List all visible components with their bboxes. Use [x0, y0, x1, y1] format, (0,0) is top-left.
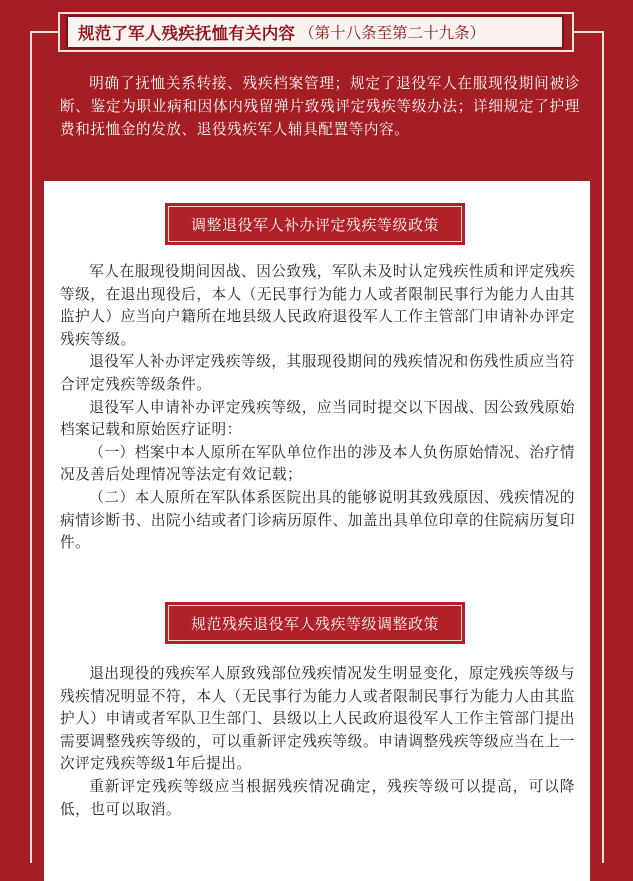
section-1-heading: [165, 203, 465, 245]
section-1-paragraph: （一）档案中本人原所在军队单位作出的涉及本人负伤原始情况、治疗情况及善后处理情况等法定有效记载；: [60, 443, 575, 484]
section-1-paragraph: （二）本人原所在军队体系医院出具的能够说明其致残原因、残疾情况的病情诊断书、出院小结或者门诊病历原件、加盖出具单位印章的住院病历复印件。: [60, 488, 575, 552]
section-1-paragraph: 退役军人补办评定残疾等级，其服现役期间的残疾情况和伤残性质应当符合评定残疾等级条件。: [60, 353, 575, 393]
title-main-text: 规范了军人残疾抚恤有关内容: [78, 24, 296, 43]
intro-paragraph: 明确了抚恤关系转接、残疾档案管理；规定了退役军人在服现役期间被诊断、鉴定为职业病和因体内残留弹片致残评定残疾等级办法；详细规定了护理费和抚恤金的发放、退役残疾军人辅具配置等内容。: [60, 75, 580, 138]
section-2-heading: [165, 602, 465, 644]
header-rule-right: [574, 31, 604, 33]
section-2-title: 规范残疾退役军人残疾等级调整政策: [168, 605, 462, 641]
section-2-paragraph: 退出现役的残疾军人原致残部位残疾情况发生明显变化，原定残疾等级与残疾情况明显不符，本人（无民事行为能力人或者限制民事行为能力人由其监护人）申请或者军队卫生部门、县级以上人民政府退役军人工作主管部门提出需要调整残疾等级的，可以重新评定残疾等级。申请调整残疾等级应当在上一次评定残疾等级1年后提出。: [60, 665, 575, 773]
header-rule-left: [30, 31, 58, 33]
section-2-body: [60, 663, 575, 821]
section-2-paragraph: 重新评定残疾等级应当根据残疾情况确定，残疾等级可以提高，可以降低，也可以取消。: [60, 777, 575, 818]
section-1-paragraph: 军人在服现役期间因战、因公致残，军队未及时认定残疾性质和评定残疾等级，在退出现役后，本人（无民事行为能力人或者限制民事行为能力人由其监护人）应当向户籍所在地县级人民政府退役军人工作主管部门申请补办评定残疾等级。: [60, 263, 575, 348]
title-article-range: （第十八条至第二十九条）: [299, 24, 486, 42]
frame-left-border: [30, 31, 32, 863]
section-1-paragraph: 退役军人申请补办评定残疾等级，应当同时提交以下因战、因公致残原始档案记载和原始医疗证明：: [60, 398, 575, 439]
page-title: [66, 15, 564, 49]
section-1-title: 调整退役军人补办评定残疾等级政策: [168, 206, 462, 242]
section-1-body: [60, 261, 575, 555]
frame-right-border: [602, 31, 604, 863]
